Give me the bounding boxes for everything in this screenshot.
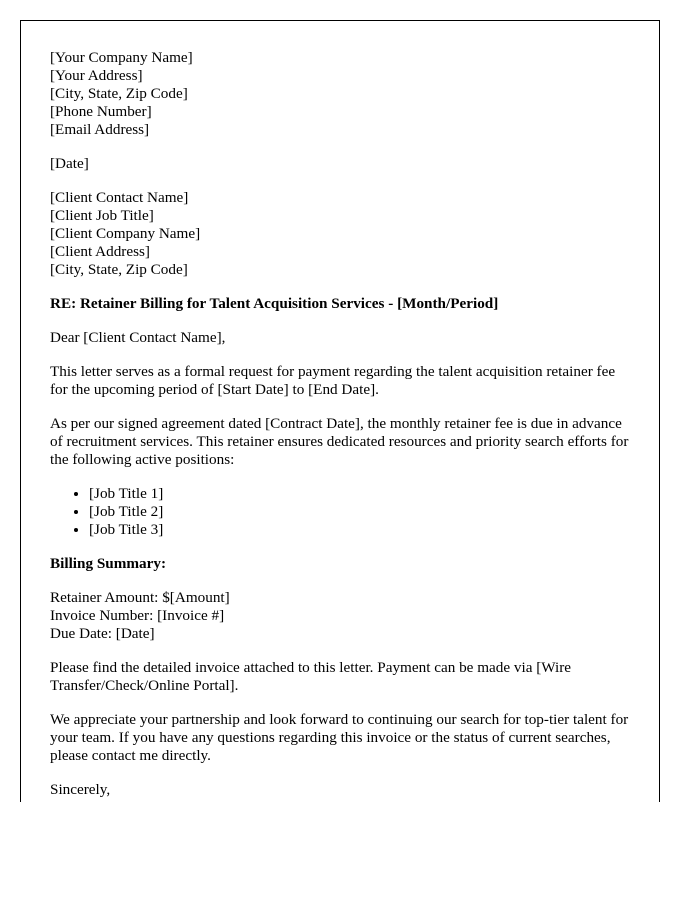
date-text: [Date] [50, 155, 89, 172]
letter-date [50, 155, 630, 173]
sender-address-block [50, 49, 630, 139]
due-date: Due Date: [Date] [50, 625, 155, 642]
recipient-address-block [50, 189, 630, 279]
recipient-company-name: [Client Company Name] [50, 225, 201, 242]
letter-content [50, 49, 630, 802]
payment-paragraph: Please find the detailed invoice attached to this letter. Payment can be made via [Wire Transfer/Check/Online Portal]. [50, 659, 572, 694]
sender-company-name: [Your Company Name] [50, 49, 193, 66]
positions-list [50, 485, 630, 539]
closing-paragraph: We appreciate your partnership and look forward to continuing our search for top-tier talent for your team. If you have any questions regarding this invoice or the status of current searches, please contact me directly. [50, 711, 629, 764]
recipient-job-title: [Client Job Title] [50, 207, 154, 224]
agreement-paragraph: As per our signed agreement dated [Contract Date], the monthly retainer fee is due in advance of recruitment services. This retainer ensures dedicated resources and priority search efforts for the following active positions: [50, 415, 629, 468]
recipient-city-state-zip: [City, State, Zip Code] [50, 261, 188, 278]
recipient-address: [Client Address] [50, 243, 150, 260]
sender-address: [Your Address] [50, 67, 143, 84]
recipient-contact-name: [Client Contact Name] [50, 189, 189, 206]
sender-phone: [Phone Number] [50, 103, 152, 120]
billing-summary-heading: Billing Summary: [50, 555, 167, 572]
billing-summary-block [50, 589, 630, 643]
letter-page [20, 20, 660, 802]
sign-off: Sincerely, [50, 781, 111, 798]
subject-line: RE: Retainer Billing for Talent Acquisition Services - [Month/Period] [50, 295, 499, 312]
salutation: Dear [Client Contact Name], [50, 329, 226, 346]
intro-paragraph: This letter serves as a formal request for payment regarding the talent acquisition retainer fee for the upcoming period of [Start Date] to [End Date]. [50, 363, 616, 398]
list-item: • [Job Title 3] [89, 521, 630, 539]
invoice-number: Invoice Number: [Invoice #] [50, 607, 225, 624]
retainer-amount: Retainer Amount: $[Amount] [50, 589, 230, 606]
sender-city-state-zip: [City, State, Zip Code] [50, 85, 188, 102]
sender-email: [Email Address] [50, 121, 150, 138]
list-item: • [Job Title 1] [89, 485, 630, 503]
list-item: • [Job Title 2] [89, 503, 630, 521]
